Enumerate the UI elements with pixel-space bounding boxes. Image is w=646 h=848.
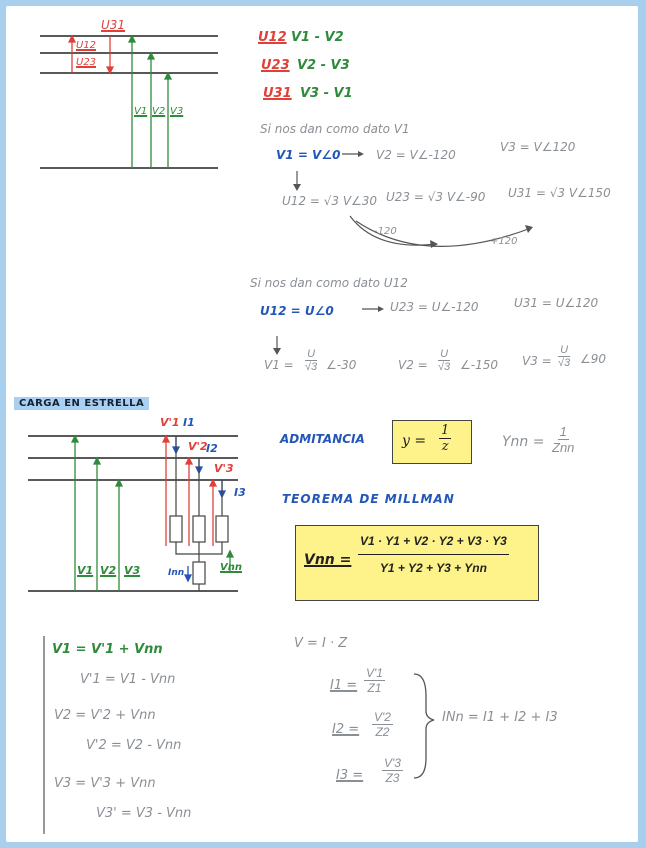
case-v1-v3: V3 = V∠120	[500, 140, 576, 154]
case-v1-u23: U23 = √3 V∠-90	[386, 190, 486, 204]
label-u23: U23	[76, 57, 97, 68]
label-i3: I3	[234, 486, 246, 499]
case-u12-v1: $\frac{U}{√3}$	[305, 348, 318, 373]
star-load-title: CARGA EN ESTRELLA	[14, 397, 149, 410]
case-u12-v3: $\frac{U}{√3}$	[558, 344, 571, 369]
eq-u12: V1 - V2	[291, 30, 344, 45]
impedance-znn	[193, 562, 205, 584]
millman-numerator: V1 · Y1 + V2 · Y2 + V3 · Y3	[358, 534, 509, 555]
shift-label-a: -120	[374, 226, 397, 237]
label-v1: V1	[77, 564, 94, 577]
brace	[414, 674, 434, 778]
case-u12-given: U12 = U∠0	[260, 304, 334, 318]
eq-u23: V2 - V3	[297, 58, 350, 73]
label-u12: U12	[76, 40, 97, 51]
admittance-label: ADMITANCIA	[280, 432, 365, 446]
case-v1-given: V1 = V∠0	[276, 148, 341, 162]
label-v2: V2	[100, 564, 117, 577]
label-v2-prime: V'2	[188, 440, 208, 453]
label-v1: V1	[134, 106, 148, 117]
impedance-z2	[193, 516, 205, 542]
impedance-z1	[170, 516, 182, 542]
label-v2: V2	[152, 106, 166, 117]
case-u12-u23: U23 = U∠-120	[390, 300, 479, 314]
notes-page: U31 U12 U23 V1 V2 V3 U12 V1 - V2 U23 V2 - V3 U31 V3 - V1 Si nos dan como dato V1 V1 = V∠0 V2 = V∠-120 V3 = V∠120 U12 = √3 V∠30 U23 = √3 V∠-90 U31 = √3 V∠150 -120 +120 Si nos dan como dato U12 U12 = U∠0 U23 = U∠-120 U31 = U∠120 V1 = $\frac{U}{√3}$ ∠-30 V2 = $\frac{U}{√3}$ ∠-150 V3 = $\frac{U}{√3}$ ∠90 CARGA EN ESTRELLA V'1 I1 V'2 I2 V'3 I3 V1 V2 V3 Inn Vnn ADMITANCIA y = $\frac{1}{z}$ Ynn = 1 Znn TEOREMA DE MILLMAN Vnn = V1 · Y1 + V2 · Y2 + V3 · Y3 Y1 + Y2 + Y3 + Ynn V1 = V'1 + Vnn V'1 = V1 - Vnn V2 = V'2 + Vnn V'2 = V2 - Vnn V3 = V'3 + Vnn V3' = V3 - Vnn V = I · Z I1 = $\frac{V'1}{Z1}$ I2 = $\frac{V'2}{Z2}$ I3 = $\frac{V'3}{Z3}$ INn = I1 + I2 + I3	[6, 6, 638, 842]
case-v1-heading: Si nos dan como dato V1	[260, 122, 410, 136]
case-v1-v2: V2 = V∠-120	[376, 148, 456, 162]
label-v3: V3	[170, 106, 184, 117]
ynn-formula: 1 Znn	[552, 424, 575, 455]
label-v3-prime: V'3	[214, 462, 234, 475]
case-v1-u31: U31 = √3 V∠150	[508, 186, 611, 200]
neutral-current-eq: INn = I1 + I2 + I3	[442, 710, 558, 725]
i2-formula: $\frac{V'2}{Z2}$	[374, 710, 391, 739]
label-i2: I2	[206, 442, 218, 455]
case-u12-u31: U31 = U∠120	[514, 296, 599, 310]
label-v1-prime: V'1	[160, 416, 180, 429]
millman-label: TEOREMA DE MILLMAN	[282, 492, 455, 506]
i3-formula: $\frac{V'3}{Z3}$	[384, 756, 401, 785]
millman-formula-box: Vnn = V1 · Y1 + V2 · Y2 + V3 · Y3 Y1 + Y2 + Y3 + Ynn	[295, 525, 539, 601]
ynn-lhs: Ynn =	[502, 434, 545, 450]
eq-u31: V3 - V1	[300, 86, 353, 101]
case-u12-heading: Si nos dan como dato U12	[250, 276, 408, 290]
case-u12-v2: $\frac{U}{√3}$	[438, 348, 451, 373]
label-vnn: Vnn	[220, 562, 242, 573]
millman-denominator: Y1 + Y2 + Y3 + Ynn	[379, 561, 487, 575]
label-i1: I1	[183, 416, 195, 429]
shift-label-b: +120	[490, 236, 518, 247]
admittance-formula-box: y = $\frac{1}{z}$	[392, 420, 472, 464]
label-inn: Inn	[168, 568, 185, 578]
impedance-z3	[216, 516, 228, 542]
label-v3: V3	[124, 564, 141, 577]
i1-formula: $\frac{V'1}{Z1}$	[366, 666, 383, 695]
label-u31: U31	[101, 18, 126, 32]
case-v1-u12: U12 = √3 V∠30	[282, 194, 378, 208]
ohm-law: V = I · Z	[294, 636, 348, 651]
